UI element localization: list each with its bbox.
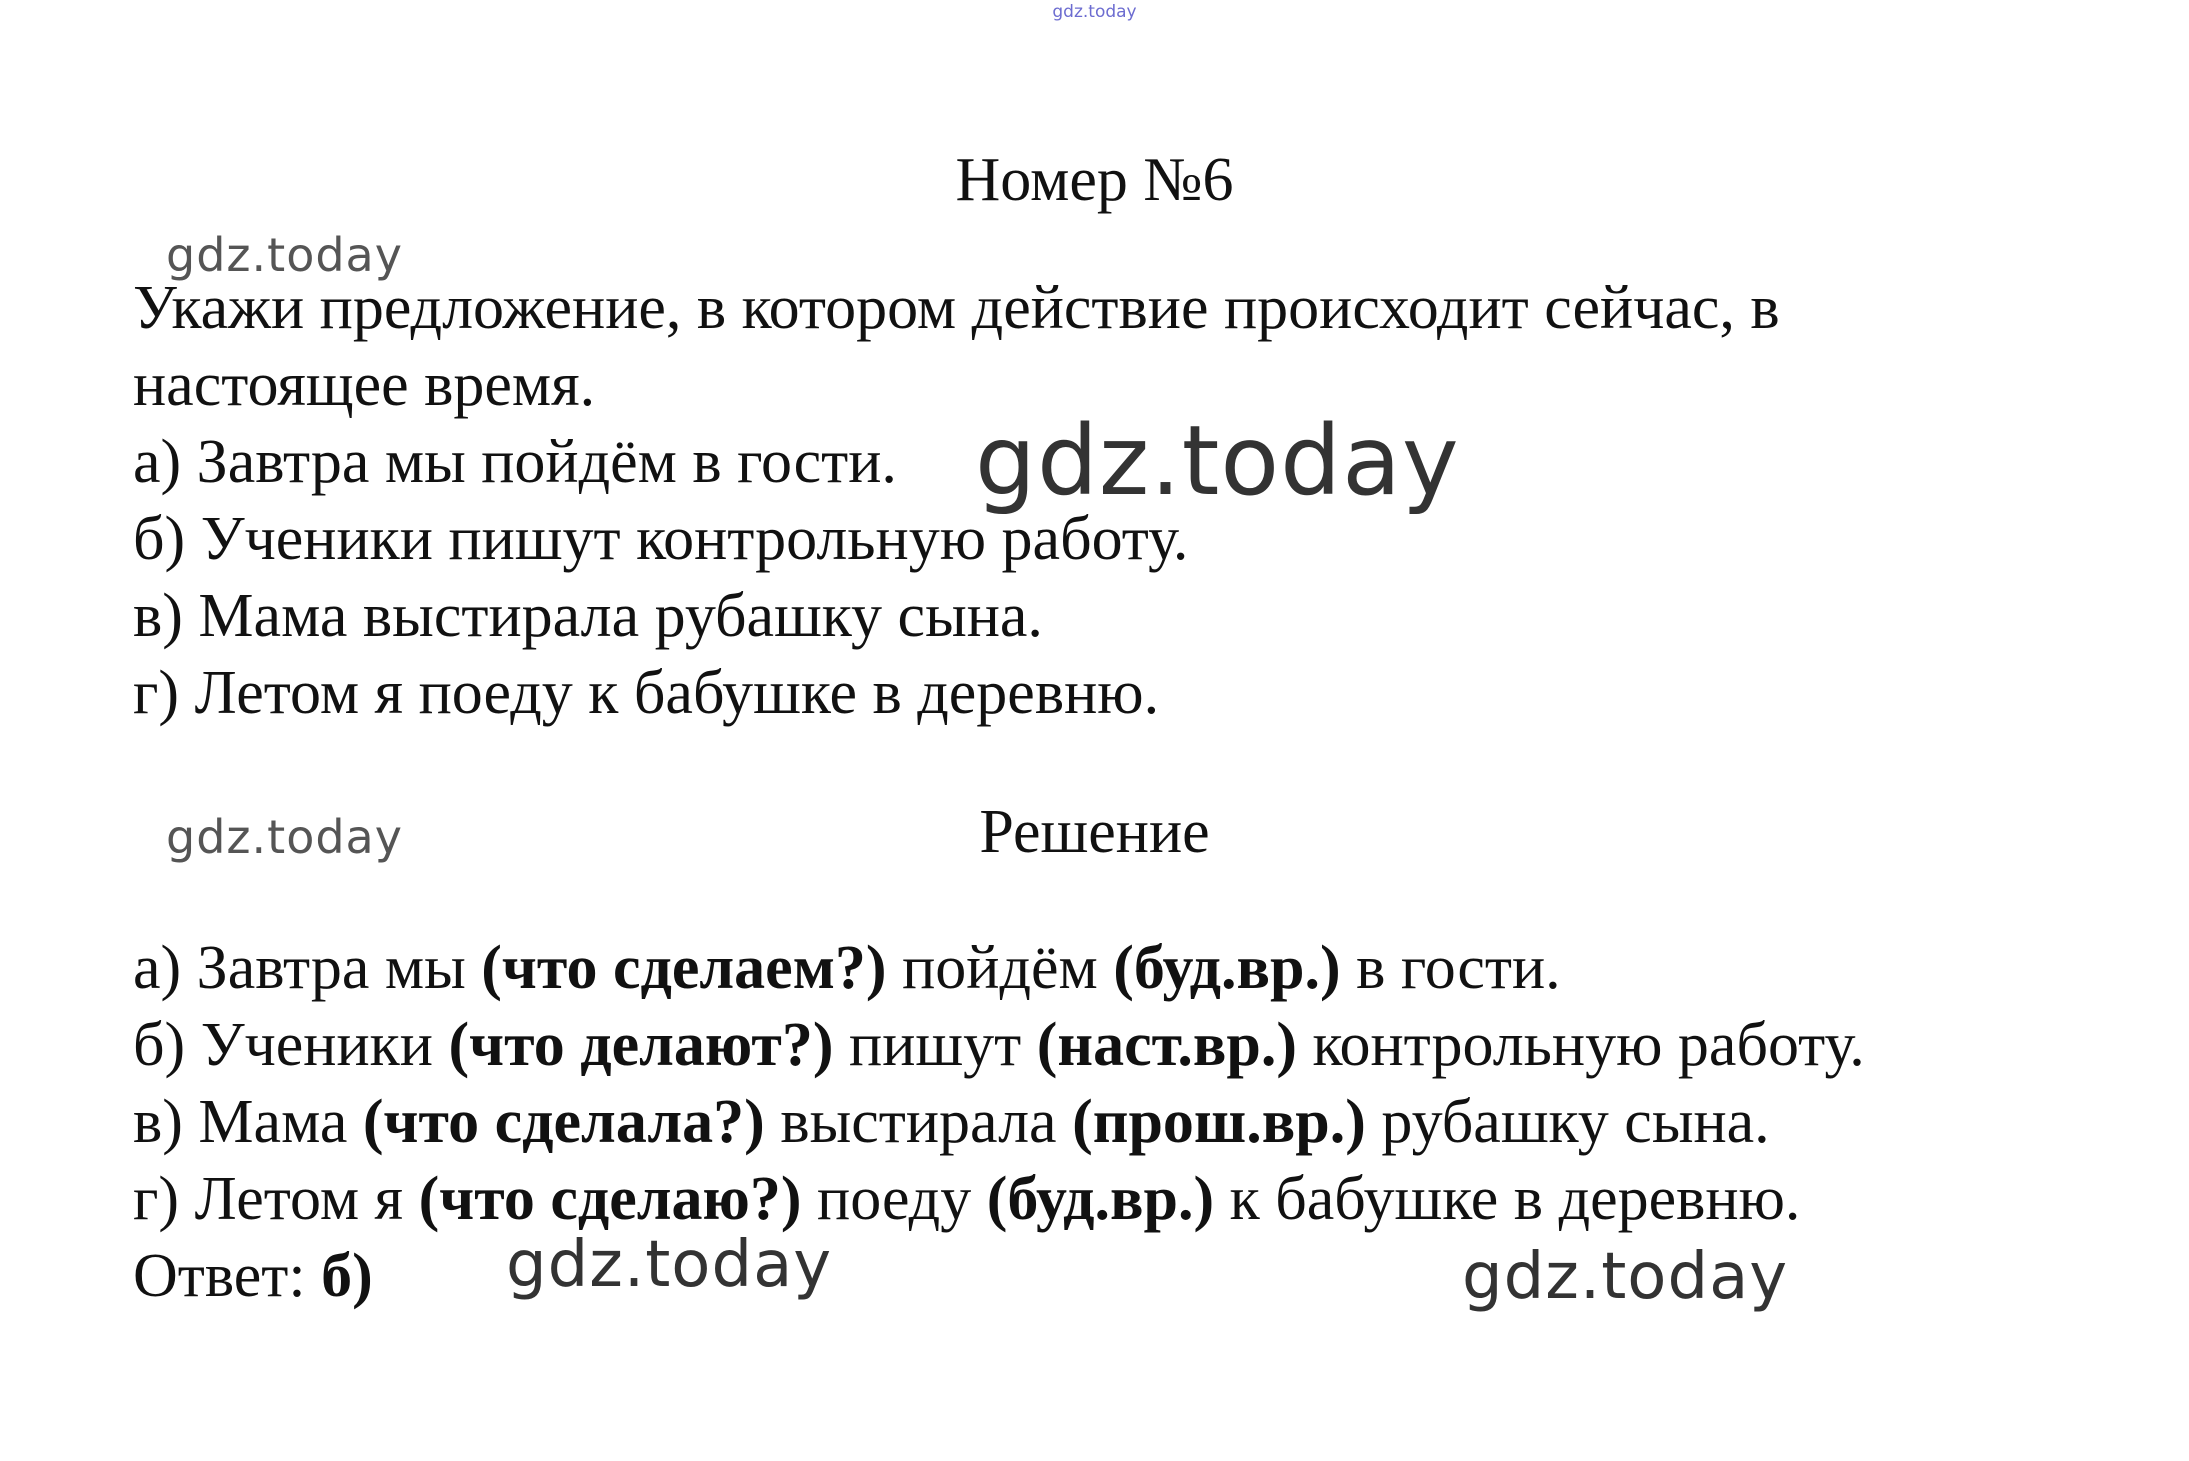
watermark-1: gdz.today: [166, 228, 403, 282]
solution-row-c: [133, 1084, 1770, 1160]
watermark-3: gdz.today: [506, 1228, 833, 1302]
task-option-a: а) Завтра мы пойдём в гости.: [133, 428, 897, 496]
solution-row-a-question: (что сделаем?): [481, 934, 887, 1002]
solution-row-a: [133, 930, 1561, 1006]
solution-row-d-start: г) Летом я: [133, 1165, 419, 1233]
watermark-top: gdz.today: [1052, 2, 1137, 22]
watermark-2: gdz.today: [166, 810, 403, 864]
solution-row-d-rest: к бабушке в деревню.: [1214, 1165, 1801, 1233]
solution-row-c-tense: (прош.вр.): [1072, 1088, 1366, 1156]
solution-row-a-rest: в гости.: [1340, 934, 1561, 1002]
solution-row-c-question: (что сделала?): [362, 1088, 765, 1156]
answer-line: [133, 1238, 373, 1314]
solution-row-c-rest: рубашку сына.: [1365, 1088, 1770, 1156]
solution-row-b: [133, 1007, 1865, 1083]
solution-heading: Решение: [979, 798, 1210, 866]
solution-row-a-tense: (буд.вр.): [1113, 934, 1341, 1002]
solution-row-c-verb: выстирала: [764, 1088, 1073, 1156]
watermark-4: gdz.today: [1462, 1240, 1789, 1314]
solution-row-d: [133, 1161, 1800, 1237]
solution-row-b-tense: (наст.вр.): [1036, 1011, 1298, 1079]
answer-label: Ответ:: [133, 1242, 322, 1310]
solution-row-a-verb: пойдём: [886, 934, 1114, 1002]
solution-row-d-verb: поеду: [801, 1165, 987, 1233]
solution-row-a-start: а) Завтра мы: [133, 934, 482, 1002]
solution-row-b-verb: пишут: [833, 1011, 1037, 1079]
solution-row-d-tense: (буд.вр.): [986, 1165, 1215, 1233]
watermark-large: gdz.today: [975, 405, 1460, 517]
page-title: Номер №6: [955, 146, 1234, 214]
solution-row-b-question: (что делают?): [448, 1011, 834, 1079]
task-text-line-1: Укажи предложение, в котором действие происходит сейчас, в: [133, 274, 1780, 342]
solution-row-d-question: (что сделаю?): [418, 1165, 802, 1233]
answer-value: б): [321, 1242, 373, 1310]
solution-row-c-start: в) Мама: [133, 1088, 363, 1156]
solution-row-b-rest: контрольную работу.: [1297, 1011, 1865, 1079]
solution-row-b-start: б) Ученики: [133, 1011, 449, 1079]
task-option-c: в) Мама выстирала рубашку сына.: [133, 582, 1043, 650]
task-option-d: г) Летом я поеду к бабушке в деревню.: [133, 659, 1160, 727]
task-option-b: б) Ученики пишут контрольную работу.: [133, 505, 1189, 573]
task-text-line-2: настоящее время.: [133, 351, 596, 419]
